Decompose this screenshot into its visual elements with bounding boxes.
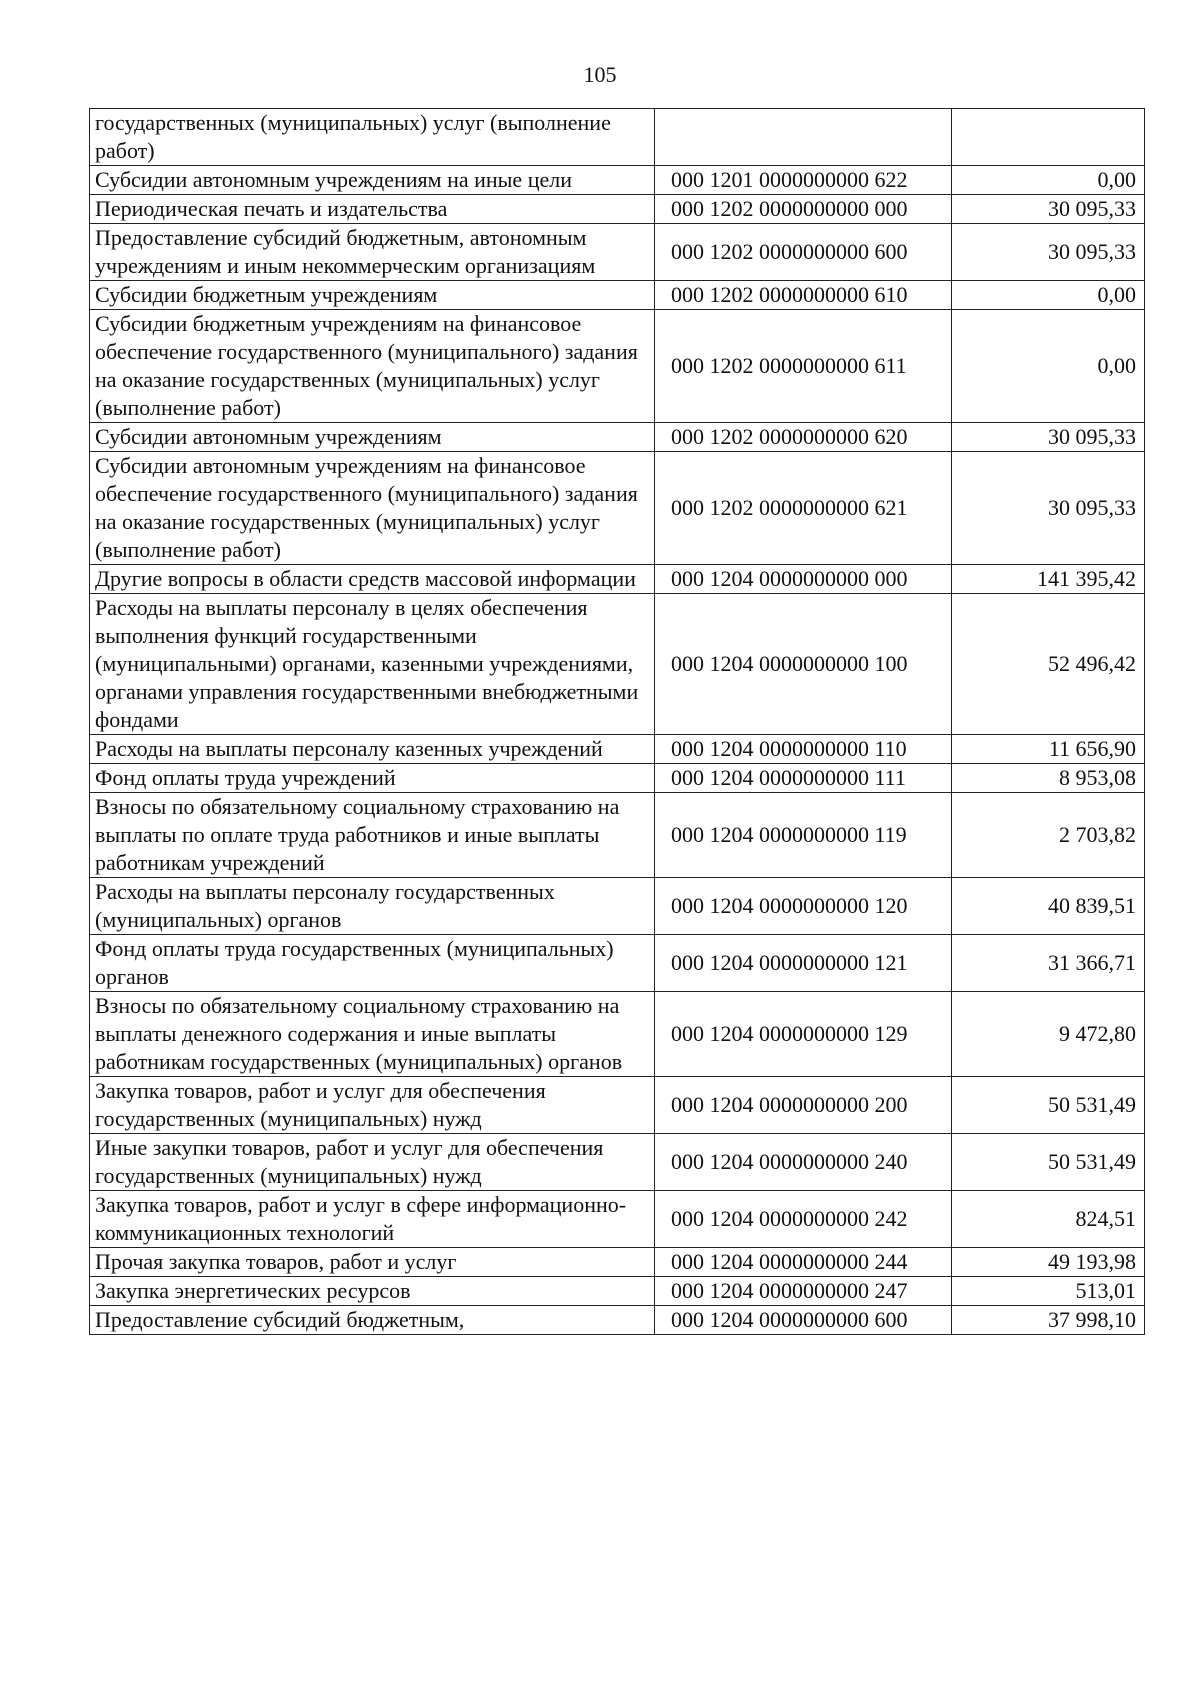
table-row [90, 195, 1145, 224]
row-name-cell: Субсидии бюджетным учреждениям [90, 281, 655, 310]
row-sum-cell: 40 839,51 [952, 878, 1145, 935]
row-sum-cell: 30 095,33 [952, 195, 1145, 224]
row-code-cell: 000 1204 0000000000 000 [655, 565, 952, 594]
table-row [90, 878, 1145, 935]
row-code-cell [655, 109, 952, 166]
row-name-cell: Периодическая печать и издательства [90, 195, 655, 224]
budget-table [89, 108, 1145, 1335]
row-name-cell: Другие вопросы в области средств массовой информации [90, 565, 655, 594]
row-name-cell: Субсидии автономным учреждениям на финансовое обеспечение государственного (муниципального) задания на оказание государственных (муниципальных) услуг (выполнение работ) [90, 452, 655, 565]
row-sum-cell: 31 366,71 [952, 935, 1145, 992]
row-name-cell: Иные закупки товаров, работ и услуг для обеспечения государственных (муниципальных) нужд [90, 1134, 655, 1191]
row-sum-cell: 52 496,42 [952, 594, 1145, 735]
row-code-cell: 000 1202 0000000000 611 [655, 310, 952, 423]
row-code-cell: 000 1204 0000000000 244 [655, 1248, 952, 1277]
row-code-cell: 000 1202 0000000000 600 [655, 224, 952, 281]
row-sum-cell: 2 703,82 [952, 793, 1145, 878]
row-name-cell: Фонд оплаты труда государственных (муниципальных) органов [90, 935, 655, 992]
table-row [90, 1191, 1145, 1248]
row-name-cell: государственных (муниципальных) услуг (выполнение работ) [90, 109, 655, 166]
table-row [90, 310, 1145, 423]
row-name-cell: Закупка товаров, работ и услуг в сфере информационно-коммуникационных технологий [90, 1191, 655, 1248]
row-sum-cell: 30 095,33 [952, 423, 1145, 452]
row-code-cell: 000 1204 0000000000 120 [655, 878, 952, 935]
row-sum-cell: 11 656,90 [952, 735, 1145, 764]
row-name-cell: Закупка товаров, работ и услуг для обеспечения государственных (муниципальных) нужд [90, 1077, 655, 1134]
row-name-cell: Взносы по обязательному социальному страхованию на выплаты денежного содержания и иные выплаты работникам государственных (муниципальных) органов [90, 992, 655, 1077]
row-code-cell: 000 1202 0000000000 621 [655, 452, 952, 565]
row-code-cell: 000 1204 0000000000 121 [655, 935, 952, 992]
row-name-cell: Закупка энергетических ресурсов [90, 1277, 655, 1306]
row-code-cell: 000 1204 0000000000 200 [655, 1077, 952, 1134]
table-row [90, 109, 1145, 166]
row-code-cell: 000 1202 0000000000 620 [655, 423, 952, 452]
row-sum-cell [952, 109, 1145, 166]
table-row [90, 423, 1145, 452]
row-sum-cell: 30 095,33 [952, 452, 1145, 565]
row-name-cell: Прочая закупка товаров, работ и услуг [90, 1248, 655, 1277]
row-code-cell: 000 1204 0000000000 111 [655, 764, 952, 793]
row-sum-cell: 49 193,98 [952, 1248, 1145, 1277]
row-name-cell: Расходы на выплаты персоналу казенных учреждений [90, 735, 655, 764]
row-sum-cell: 513,01 [952, 1277, 1145, 1306]
row-code-cell: 000 1204 0000000000 129 [655, 992, 952, 1077]
row-code-cell: 000 1204 0000000000 100 [655, 594, 952, 735]
table-row [90, 166, 1145, 195]
row-sum-cell: 141 395,42 [952, 565, 1145, 594]
table-row [90, 935, 1145, 992]
table-row [90, 1306, 1145, 1335]
page-number: 105 [583, 62, 617, 87]
row-code-cell: 000 1204 0000000000 242 [655, 1191, 952, 1248]
table-row [90, 224, 1145, 281]
row-name-cell: Субсидии автономным учреждениям [90, 423, 655, 452]
table-row [90, 565, 1145, 594]
table-row [90, 764, 1145, 793]
row-name-cell: Взносы по обязательному социальному страхованию на выплаты по оплате труда работников и иные выплаты работникам учреждений [90, 793, 655, 878]
row-sum-cell: 0,00 [952, 310, 1145, 423]
row-sum-cell: 8 953,08 [952, 764, 1145, 793]
row-name-cell: Предоставление субсидий бюджетным, [90, 1306, 655, 1335]
row-code-cell: 000 1202 0000000000 610 [655, 281, 952, 310]
table-row [90, 452, 1145, 565]
table-row [90, 992, 1145, 1077]
row-sum-cell: 9 472,80 [952, 992, 1145, 1077]
row-code-cell: 000 1204 0000000000 110 [655, 735, 952, 764]
table-row [90, 735, 1145, 764]
table-row [90, 1077, 1145, 1134]
row-sum-cell: 0,00 [952, 281, 1145, 310]
row-code-cell: 000 1204 0000000000 119 [655, 793, 952, 878]
table-row [90, 281, 1145, 310]
row-code-cell: 000 1204 0000000000 247 [655, 1277, 952, 1306]
row-sum-cell: 824,51 [952, 1191, 1145, 1248]
row-name-cell: Субсидии бюджетным учреждениям на финансовое обеспечение государственного (муниципального) задания на оказание государственных (муниципальных) услуг (выполнение работ) [90, 310, 655, 423]
row-sum-cell: 30 095,33 [952, 224, 1145, 281]
row-sum-cell: 50 531,49 [952, 1077, 1145, 1134]
table-row [90, 1248, 1145, 1277]
budget-table-body [90, 109, 1145, 1335]
row-sum-cell: 0,00 [952, 166, 1145, 195]
table-row [90, 1134, 1145, 1191]
row-name-cell: Предоставление субсидий бюджетным, автономным учреждениям и иным некоммерческим организациям [90, 224, 655, 281]
row-name-cell: Субсидии автономным учреждениям на иные цели [90, 166, 655, 195]
table-row [90, 594, 1145, 735]
row-code-cell: 000 1204 0000000000 240 [655, 1134, 952, 1191]
table-row [90, 1277, 1145, 1306]
row-code-cell: 000 1202 0000000000 000 [655, 195, 952, 224]
row-name-cell: Фонд оплаты труда учреждений [90, 764, 655, 793]
table-row [90, 793, 1145, 878]
row-sum-cell: 37 998,10 [952, 1306, 1145, 1335]
row-name-cell: Расходы на выплаты персоналу государственных (муниципальных) органов [90, 878, 655, 935]
row-name-cell: Расходы на выплаты персоналу в целях обеспечения выполнения функций государственными (муниципальными) органами, казенными учреждениями, органами управления государственными внебюджетными фондами [90, 594, 655, 735]
row-code-cell: 000 1201 0000000000 622 [655, 166, 952, 195]
row-sum-cell: 50 531,49 [952, 1134, 1145, 1191]
row-code-cell: 000 1204 0000000000 600 [655, 1306, 952, 1335]
